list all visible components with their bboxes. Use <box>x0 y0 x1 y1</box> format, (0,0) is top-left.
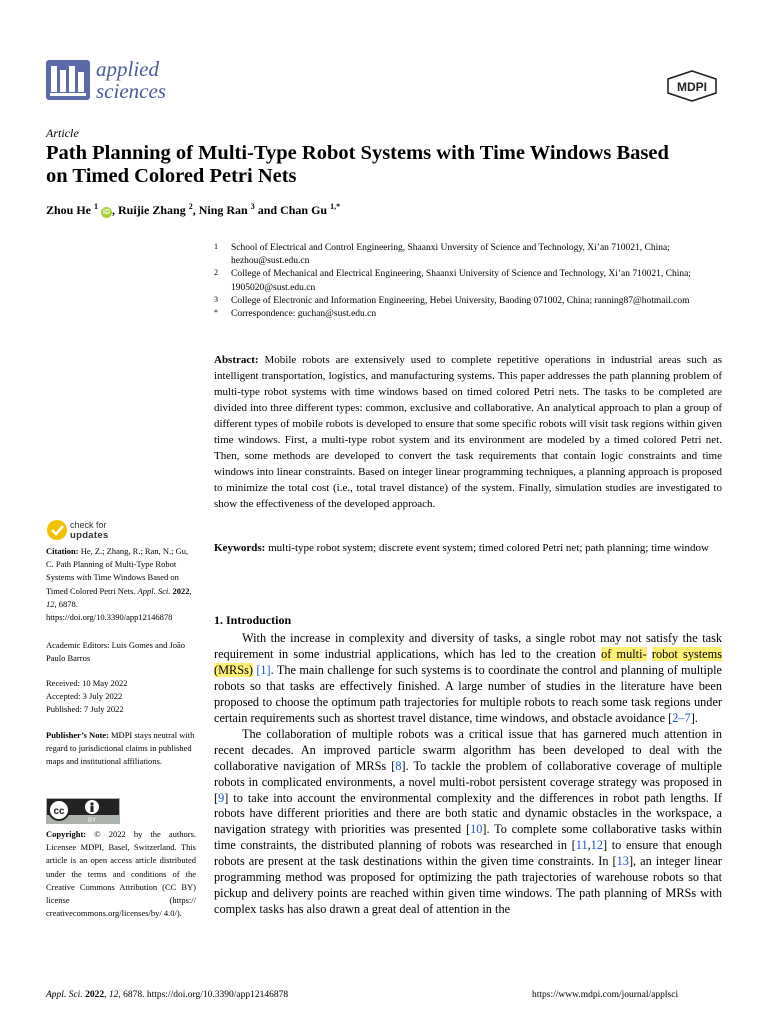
publication-dates: Received: 10 May 2022 Accepted: 3 July 2022 Published: 7 July 2022 <box>46 678 128 715</box>
author-list: Zhou He $^1$ iD , Ruijie Zhang $^2$, Ning Ran $^3$ and Chan Gu $^{1,*}$ <box>46 202 341 217</box>
affiliation-item: 3 College of Electronic and Information Engineering, Hebei University, Baoding 071002, China; ranning87@hotmail.com <box>214 294 690 306</box>
highlighted-text[interactable]: robot systems (MRSs) <box>214 646 722 677</box>
reference-link[interactable]: 12 <box>590 838 603 853</box>
mdpi-logo-icon <box>666 70 718 102</box>
article-type: Article <box>46 126 79 140</box>
journal-logo[interactable] <box>46 58 186 108</box>
keywords: Keywords: multi-type robot system; discrete event system; timed colored Petri net; path planning; time window <box>214 542 709 554</box>
author-name: Ning Ran <box>198 203 248 217</box>
journal-name: applied sciences <box>96 57 166 103</box>
reference-link[interactable]: 9 <box>218 790 225 805</box>
reference-link[interactable]: 2–7 <box>672 710 691 725</box>
orcid-icon[interactable]: iD <box>103 209 111 216</box>
check-for-updates-button[interactable]: check for updates <box>46 518 156 544</box>
highlighted-text[interactable]: of multi- <box>601 646 647 661</box>
reference-link[interactable]: [1] <box>256 662 271 677</box>
reference-link[interactable]: 10 <box>470 822 483 837</box>
applied-sciences-logo-icon <box>46 60 90 100</box>
citation-block: Citation: He, Z.; Zhang, R.; Ran, N.; Gu, C. Path Planning of Multi-Type Robot Systems with Time Windows Based on Timed Colored Petri Nets. Appl. Sci. 2022, 12, 6878. https://doi.org/10.3390/app12146878 <box>46 546 192 623</box>
reference-link[interactable]: 11 <box>575 838 588 853</box>
copyright-notice: Copyright: © 2022 by the authors. Licensee MDPI, Basel, Switzerland. This article is an open access article distributed under the terms and conditions of the Creative Commons Attribution (CC BY) license (https:// creativecommons.org/licenses/by/ 4.0/). <box>46 829 196 919</box>
affiliation-item: 1 School of Electrical and Control Engineering, Shaanxi Unversity of Science and Technology, Xi’an 710021, China; hezhou@sust.edu.cn <box>214 242 670 267</box>
footer-citation: Appl. Sci. 2022, 12, 6878. https://doi.org/10.3390/app12146878 <box>46 990 289 1000</box>
author-name: Chan Gu <box>280 203 328 217</box>
author-name: Ruijie Zhang <box>118 203 186 217</box>
check-updates-icon <box>46 518 68 542</box>
academic-editors: Academic Editors: Luis Gomes and João Paulo Barros <box>46 640 186 664</box>
abstract: Abstract: Mobile robots are extensively used to complete repetitive operations in industrial areas such as intelligent transportation, logistics, and manufacturing systems. This paper addresses the path planning problem of multi-type robot systems with time windows based on timed colored Petri nets. The tasks to be completed are divided into three different types: common, exclusive and collaborative. An analytical approach to plan a group of different types of mobile robots is developed to ensure that some specific robots will visit task regions within given time windows. First, a multi-type robot system and its environment are modeled by a timed colored Petri net. Then, some methods are developed to convert the task requirements that contain logic constraints and time windows into linear constraints. Based on integer linear programming techniques, a planning approach is proposed to minimize the total cost (i.e., total travel distance) of the system. Finally, simulation studies are investigated to show the effectiveness of the developed approach. <box>214 354 723 510</box>
paragraph: With the increase in complexity and diversity of tasks, a single robot may not satisfy the task requirement in some industrial applications, which has led to the creation of multi- robot systems (MRSs) [1]. The main challenge for such systems is to coordinate the control and planning of multiple robots so that tasks are effectively finished. A large number of studies in the literature have been proposed to choose the optimum path trajectories for multiple robots to reach some task regions under certain requirements such as shortest travel distance, time windows, and obstacle avoidance [2–7]. <box>214 631 722 725</box>
svg-text:MDPI: MDPI <box>677 80 707 94</box>
section-heading: 1. Introduction <box>214 613 292 627</box>
cc-by-license-badge[interactable] <box>46 798 120 824</box>
svg-text:cc: cc <box>53 806 65 817</box>
reference-link[interactable]: 8 <box>395 758 402 773</box>
paragraph: The collaboration of multiple robots was a critical issue that has garnered much attention in recent decades. An improved particle swarm algorithm has been developed to deal with the collaborative navigation of MRSs [8]. To tackle the problem of collaborative coverage of multiple robots in complicated environments, a novel multi-robot persistent coverage strategy was proposed in [9] to take into account the environmental complexity and the differences in robot path lengths. If robots have different priorities and there are both static and dynamic obstacles in the workspace, a navigation strategy with priorities was presented [10]. To complete some collaborative tasks within time constraints, the distributed planning of robots was researched in [11,12] to ensure that enough robots are present at the task destinations within the given time constraints. In [13], an integer linear programming method was proposed for optimizing the path trajectories of warehouse robots so that pickup and delivery points are reached within given time windows. The path planning of MRSs with complex tasks has also drawn a great deal of attention in the <box>214 726 722 917</box>
footer-journal-url[interactable]: https://www.mdpi.com/journal/applsci <box>532 990 679 1000</box>
paper-title: Path Planning of Multi-Type Robot Systems with Time Windows Based on Timed Colored Petri Nets <box>46 142 669 187</box>
reference-link[interactable]: 13 <box>616 854 629 869</box>
publisher-note: Publisher’s Note: MDPI stays neutral with regard to jurisdictional claims in published maps and institutional affiliations. <box>46 730 195 767</box>
introduction-body <box>214 631 722 918</box>
svg-text:BY: BY <box>87 818 97 824</box>
correspondence: * Correspondence: guchan@sust.edu.cn <box>214 308 377 320</box>
author-name: Zhou He <box>46 203 92 217</box>
cc-by-icon <box>46 798 120 824</box>
mdpi-logo[interactable] <box>666 70 718 102</box>
affiliation-item: 2 College of Mechanical and Electrical Engineering, Shaanxi University of Science and Technology, Xi’an 710021, China; 1905020@sust.edu.cn <box>214 268 691 293</box>
affiliations <box>214 242 734 321</box>
